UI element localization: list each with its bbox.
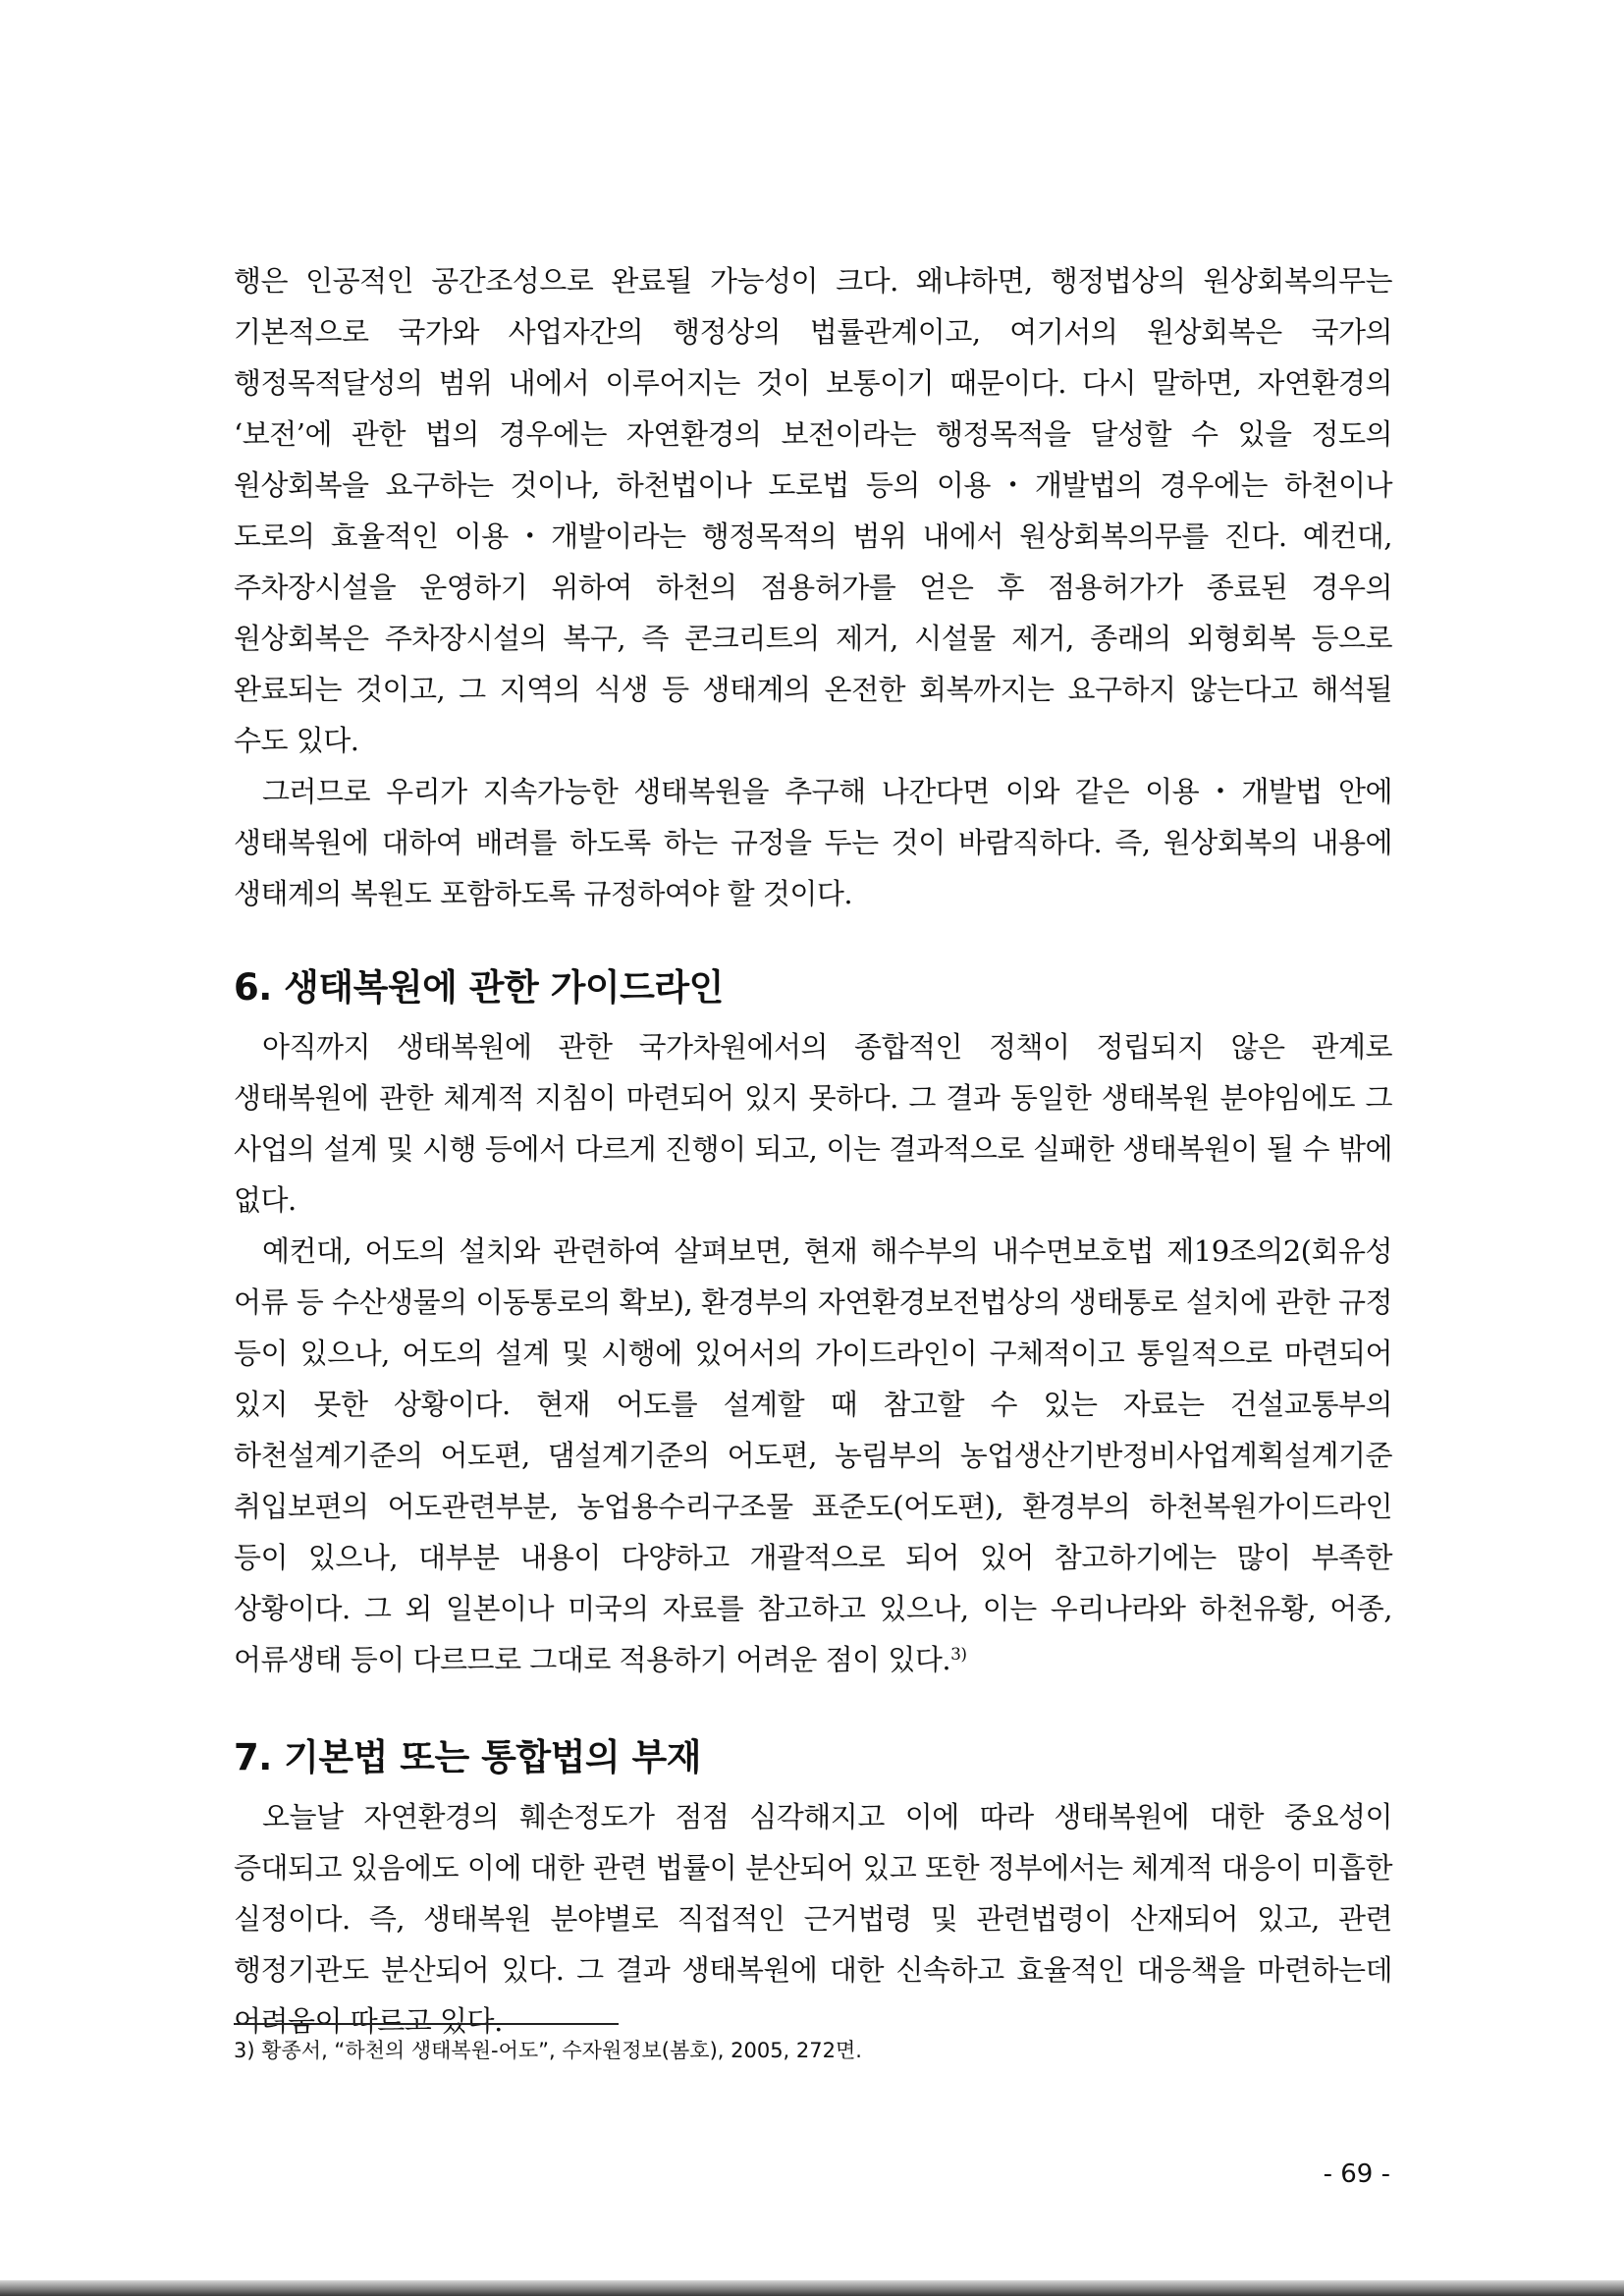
page-bottom-edge: [0, 2280, 1624, 2296]
section-heading-7: 7. 기본법 또는 통합법의 부재: [234, 1736, 701, 1778]
body-paragraph: [234, 1226, 1392, 1685]
body-paragraph: 아직까지 생태복원에 관한 국가차원에서의 종합적인 정책이 정립되지 않은 관계로 생태복원에 관한 체계적 지침이 마련되어 있지 못하다. 그 결과 동일한 생태복원 분야임에도 그 사업의 설계 및 시행 등에서 다르게 진행이 되고, 이는 결과적으로 실패한 생태복원이 될 수 밖에 없다.: [234, 1030, 1392, 1217]
section-heading-6: 6. 생태복원에 관한 가이드라인: [234, 966, 724, 1009]
body-paragraph: 그러므로 우리가 지속가능한 생태복원을 추구해 나간다면 이와 같은 이용・개발법 안에 생태복원에 대하여 배려를 하도록 하는 규정을 두는 것이 바람직하다. 즉, 원상회복의 내용에 생태계의 복원도 포함하도록 규정하여야 할 것이다.: [234, 775, 1392, 910]
footnote: 3) 황종서, “하천의 생태복원-어도”, 수자원정보(봄호), 2005, 272면.: [234, 2039, 862, 2062]
page-number: - 69 -: [1323, 2159, 1390, 2189]
page-body: [234, 255, 1392, 2047]
footnote-divider: [234, 2023, 619, 2025]
body-paragraph: 오늘날 자연환경의 훼손정도가 점점 심각해지고 이에 따라 생태복원에 대한 중요성이 증대되고 있음에도 이에 대한 관련 법률이 분산되어 있고 또한 정부에서는 체계적 대응이 미흡한 실정이다. 즉, 생태복원 분야별로 직접적인 근거법령 및 관련법령이 산재되어 있고, 관련 행정기관도 분산되어 있다. 그 결과 생태복원에 대한 신속하고 효율적인 대응책을 마련하는데 어려움이 따르고 있다.: [234, 1800, 1392, 2038]
paragraph-text: 예컨대, 어도의 설치와 관련하여 살펴보면, 현재 해수부의 내수면보호법 제19조의2(회유성 어류 등 수산생물의 이동통로의 확보), 환경부의 자연환경보전법상의 생태통로 설치에 관한 규정 등이 있으나, 어도의 설계 및 시행에 있어서의 가이드라인이 구체적이고 통일적으로 마련되어 있지 못한 상황이다. 현재 어도를 설계할 때 참고할 수 있는 자료는 건설교통부의 하천설계기준의 어도편, 댐설계기준의 어도편, 농림부의 농업생산기반정비사업계획설계기준 취입보편의 어도관련부분, 농업용수리구조물 표준도(어도편), 환경부의 하천복원가이드라인 등이 있으나, 대부분 내용이 다양하고 개괄적으로 되어 있어 참고하기에는 많이 부족한 상황이다. 그 외 일본이나 미국의 자료를 참고하고 있으나, 이는 우리나라와 하천유황, 어종, 어류생태 등이 다르므로 그대로 적용하기 어려운 점이 있다.: [234, 1234, 1392, 1676]
body-paragraph: 행은 인공적인 공간조성으로 완료될 가능성이 크다. 왜냐하면, 행정법상의 원상회복의무는 기본적으로 국가와 사업자간의 행정상의 법률관계이고, 여기서의 원상회복은 국가의 행정목적달성의 범위 내에서 이루어지는 것이 보통이기 때문이다. 다시 말하면, 자연환경의 ‘보전’에 관한 법의 경우에는 자연환경의 보전이라는 행정목적을 달성할 수 있을 정도의 원상회복을 요구하는 것이나, 하천법이나 도로법 등의 이용・개발법의 경우에는 하천이나 도로의 효율적인 이용・개발이라는 행정목적의 범위 내에서 원상회복의무를 진다. 예컨대, 주차장시설을 운영하기 위하여 하천의 점용허가를 얻은 후 점용허가가 종료된 경우의 원상회복은 주차장시설의 복구, 즉 콘크리트의 제거, 시설물 제거, 종래의 외형회복 등으로 완료되는 것이고, 그 지역의 식생 등 생태계의 온전한 회복까지는 요구하지 않는다고 해석될 수도 있다.: [234, 264, 1392, 757]
footnote-reference[interactable]: 3): [950, 1645, 967, 1665]
